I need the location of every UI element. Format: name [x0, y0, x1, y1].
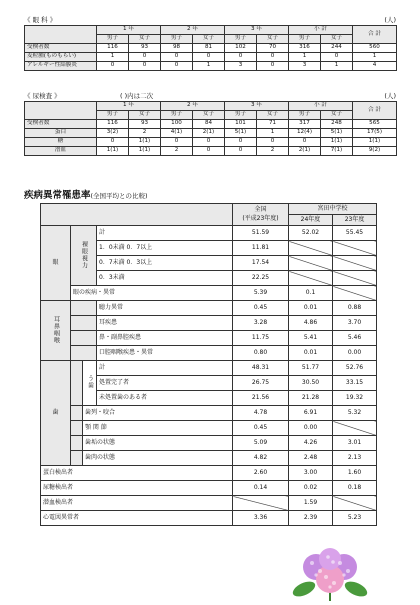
cell: 102: [225, 44, 257, 53]
cell: 2.13: [333, 451, 377, 466]
cell: 3.01: [333, 436, 377, 451]
urine-total-header: 合 計: [353, 102, 397, 120]
cell: 5.32: [333, 406, 377, 421]
cell: 17.54: [233, 256, 289, 271]
cell: 116: [97, 44, 129, 53]
cell: 51.59: [233, 226, 289, 241]
urine-section-unit: (人): [384, 92, 396, 100]
national-header-label: 全国: [254, 206, 267, 214]
cell: 1: [289, 53, 321, 62]
spacer-cell: [71, 436, 83, 451]
diagonal-cell: [333, 241, 377, 256]
urine-boy-header: 男子: [161, 111, 193, 120]
cell: 0: [321, 53, 353, 62]
row-label: 尿糖検出者: [41, 481, 233, 496]
cell: 4(1): [161, 129, 193, 138]
row-label: 計: [97, 361, 233, 376]
table-row: [41, 286, 377, 301]
eye-boy-header: 男子: [289, 35, 321, 44]
cell: 317: [289, 120, 321, 129]
urine-grade2-header: 2 年: [161, 102, 225, 111]
urine-girl-header: 女子: [129, 111, 161, 120]
table-row: [41, 301, 377, 316]
cell: 116: [97, 120, 129, 129]
cell: 244: [321, 44, 353, 53]
cell: 2: [161, 147, 193, 156]
table-row: [41, 406, 377, 421]
urine-section-heading: 《 尿検査 》: [24, 92, 61, 100]
table-row: [25, 120, 397, 129]
cell: 0: [257, 138, 289, 147]
eye-subtotal-header: 小 計: [289, 26, 353, 35]
diagonal-cell: [289, 271, 333, 286]
row-label: 処置完了者: [97, 376, 233, 391]
cell: 248: [321, 120, 353, 129]
cell: 1: [321, 62, 353, 71]
cell: 33.15: [333, 376, 377, 391]
cell: 2.48: [289, 451, 333, 466]
row-label: 顎 関 節: [83, 421, 233, 436]
table-row: [41, 361, 377, 376]
cell: 0: [161, 53, 193, 62]
cell: 3.28: [233, 316, 289, 331]
cell: 3.36: [233, 511, 289, 526]
urine-section-note: ( )内は二次: [120, 92, 154, 100]
cell: 9(2): [353, 147, 397, 156]
row-label: 潜血: [25, 147, 97, 156]
cell: 0.1: [289, 286, 333, 301]
cell: 4: [353, 62, 397, 71]
cell: 0: [161, 138, 193, 147]
cell: 0.01: [289, 346, 333, 361]
cell: 1(1): [321, 138, 353, 147]
cell: 84: [193, 120, 225, 129]
urine-section-header: [24, 90, 396, 101]
cell: 22.25: [233, 271, 289, 286]
cell: 0: [97, 62, 129, 71]
cell: 5.46: [333, 331, 377, 346]
year-2024-header: 24年度: [289, 215, 333, 226]
diagonal-cell: [289, 241, 333, 256]
school-header: 宮田中学校: [289, 204, 377, 215]
cell: 2: [257, 147, 289, 156]
cell: 5.23: [333, 511, 377, 526]
row-label: 未処置歯のある者: [97, 391, 233, 406]
cell: 1: [193, 62, 225, 71]
cell: 11.75: [233, 331, 289, 346]
cell: 5(1): [321, 129, 353, 138]
table-row: [41, 481, 377, 496]
cell: 0.00: [333, 346, 377, 361]
cell: 1(1): [97, 147, 129, 156]
disease-corner-cell: [41, 204, 233, 226]
cell: 0.18: [333, 481, 377, 496]
cell: 98: [161, 44, 193, 53]
cell: 0: [193, 147, 225, 156]
diagonal-cell: [333, 496, 377, 511]
eye-corner-cell: [25, 26, 97, 44]
eye-section-unit: (人): [384, 16, 396, 24]
eye-boy-header: 男子: [225, 35, 257, 44]
urine-girl-header: 女子: [193, 111, 225, 120]
cell: 0: [129, 53, 161, 62]
cell: 0.45: [233, 301, 289, 316]
table-row: [41, 436, 377, 451]
row-label: 0．3未満: [97, 271, 233, 286]
row-label: 糖: [25, 138, 97, 147]
cell: 5.41: [289, 331, 333, 346]
row-label: 受検者数: [25, 44, 97, 53]
eye-grade3-header: 3 年: [225, 26, 289, 35]
spacer-cell: [71, 406, 83, 421]
cell: 11.81: [233, 241, 289, 256]
category-eye: 眼: [41, 226, 71, 301]
national-header-year: (平成23年度): [242, 214, 279, 222]
cell: 0: [225, 138, 257, 147]
cell: 0: [129, 62, 161, 71]
cell: 48.31: [233, 361, 289, 376]
table-row: [41, 496, 377, 511]
cell: 316: [289, 44, 321, 53]
cell: 30.50: [289, 376, 333, 391]
category-vision: [71, 226, 97, 286]
urine-table: [24, 101, 397, 156]
urine-corner-cell: [25, 102, 97, 120]
cell: 17(5): [353, 129, 397, 138]
cell: 2.39: [289, 511, 333, 526]
table-row: [41, 421, 377, 436]
cell: 101: [225, 120, 257, 129]
urine-grade1-header: 1 年: [97, 102, 161, 111]
cell: 3.70: [333, 316, 377, 331]
row-label: 麦粒腫(ものもらい): [25, 53, 97, 62]
cell: 100: [161, 120, 193, 129]
hydrangea-illustration: [292, 545, 368, 601]
table-row: [41, 451, 377, 466]
urine-girl-header: 女子: [257, 111, 289, 120]
cell: 4.26: [289, 436, 333, 451]
urine-boy-header: 男子: [225, 111, 257, 120]
row-label: 鼻・副鼻腔疾患: [97, 331, 233, 346]
row-label: 1．0未満 0．7以上: [97, 241, 233, 256]
category-ent: [41, 301, 71, 361]
cell: 81: [193, 44, 225, 53]
eye-section-header: [24, 14, 396, 25]
row-label: 心電図異常者: [41, 511, 233, 526]
cell: 560: [353, 44, 397, 53]
row-label: 潜血検出者: [41, 496, 233, 511]
cell: 0.00: [289, 421, 333, 436]
year-2023-header: 23年度: [333, 215, 377, 226]
row-label: アレルギー性結膜炎: [25, 62, 97, 71]
row-label: 歯列・咬合: [83, 406, 233, 421]
spacer-cell: [71, 451, 83, 466]
cell: 1.59: [289, 496, 333, 511]
urine-subtotal-header: 小 計: [289, 102, 353, 111]
diagonal-cell: [333, 421, 377, 436]
cell: 3: [225, 62, 257, 71]
cell: 0.80: [233, 346, 289, 361]
cell: 0: [225, 147, 257, 156]
cell: 0: [193, 53, 225, 62]
category-caries: [83, 361, 97, 406]
cell: 5.39: [233, 286, 289, 301]
cell: 3(2): [97, 129, 129, 138]
urine-grade3-header: 3 年: [225, 102, 289, 111]
eye-table: [24, 25, 397, 71]
cell: 2(1): [193, 129, 225, 138]
spacer-cell: [71, 361, 83, 406]
row-label: 0．7未満 0．3以上: [97, 256, 233, 271]
row-label: 耳疾患: [97, 316, 233, 331]
cell: 0: [257, 62, 289, 71]
cell: 1: [257, 129, 289, 138]
cell: 21.56: [233, 391, 289, 406]
eye-section-heading: 《 眼 科 》: [24, 16, 57, 24]
cell: 6.91: [289, 406, 333, 421]
diagonal-cell: [333, 256, 377, 271]
cell: 1(1): [353, 138, 397, 147]
cell: 0: [193, 138, 225, 147]
row-label: 蛋白検出者: [41, 466, 233, 481]
cell: 1: [97, 53, 129, 62]
cell: 3.00: [289, 466, 333, 481]
cell: 0: [225, 53, 257, 62]
eye-boy-header: 男子: [97, 35, 129, 44]
cell: 0: [257, 53, 289, 62]
row-label: 眼の疾病・異常: [71, 286, 233, 301]
cell: 51.77: [289, 361, 333, 376]
row-label: 口腔咽喉疾患・異常: [97, 346, 233, 361]
diagonal-cell: [289, 256, 333, 271]
table-row: [25, 129, 397, 138]
table-row: [41, 511, 377, 526]
cell: 0: [161, 62, 193, 71]
eye-girl-header: 女子: [193, 35, 225, 44]
table-row: [41, 346, 377, 361]
cell: 5.09: [233, 436, 289, 451]
cell: 0.14: [233, 481, 289, 496]
cell: 93: [129, 120, 161, 129]
cell: 0.45: [233, 421, 289, 436]
cell: 26.75: [233, 376, 289, 391]
table-row: [25, 62, 397, 71]
disease-title-text: 疾病異常罹患率: [24, 190, 91, 201]
row-label: 聴力異常: [97, 301, 233, 316]
cell: 55.45: [333, 226, 377, 241]
disease-subtitle-text: (全国平均との比較): [90, 192, 148, 200]
diagonal-cell: [233, 496, 289, 511]
urine-girl-header: 女子: [321, 111, 353, 120]
diagonal-cell: [333, 286, 377, 301]
cell: 12(4): [289, 129, 321, 138]
table-row: [41, 331, 377, 346]
urine-boy-header: 男子: [289, 111, 321, 120]
spacer-cell: [71, 331, 97, 346]
category-vision-label: 裸眼視力: [80, 240, 88, 269]
cell: 93: [129, 44, 161, 53]
cell: 0.88: [333, 301, 377, 316]
table-row: [25, 53, 397, 62]
urine-boy-header: 男子: [97, 111, 129, 120]
cell: 1(1): [129, 138, 161, 147]
disease-table: [40, 203, 377, 526]
cell: 4.82: [233, 451, 289, 466]
row-label: 蛋白: [25, 129, 97, 138]
cell: 1.60: [333, 466, 377, 481]
cell: 19.32: [333, 391, 377, 406]
row-label: 計: [97, 226, 233, 241]
cell: 71: [257, 120, 289, 129]
category-caries-label: う歯: [86, 375, 94, 389]
spacer-cell: [71, 301, 97, 316]
cell: 0: [97, 138, 129, 147]
table-row: [41, 316, 377, 331]
cell: 0: [289, 138, 321, 147]
cell: 7(1): [321, 147, 353, 156]
spacer-cell: [71, 316, 97, 331]
eye-grade1-header: 1 年: [97, 26, 161, 35]
table-row: [25, 147, 397, 156]
cell: 3: [289, 62, 321, 71]
cell: 2: [129, 129, 161, 138]
cell: 0.01: [289, 301, 333, 316]
row-label: 歯垢の状態: [83, 436, 233, 451]
cell: 1(1): [129, 147, 161, 156]
cell: 5(1): [225, 129, 257, 138]
eye-girl-header: 女子: [129, 35, 161, 44]
eye-girl-header: 女子: [257, 35, 289, 44]
cell: 2(1): [289, 147, 321, 156]
national-header: [233, 204, 289, 226]
cell: 565: [353, 120, 397, 129]
eye-grade2-header: 2 年: [161, 26, 225, 35]
cell: 1: [353, 53, 397, 62]
spacer-cell: [71, 421, 83, 436]
cell: 4.78: [233, 406, 289, 421]
cell: 2.60: [233, 466, 289, 481]
table-row: [25, 138, 397, 147]
table-row: [41, 226, 377, 241]
spacer-cell: [71, 346, 97, 361]
eye-boy-header: 男子: [161, 35, 193, 44]
cell: 52.76: [333, 361, 377, 376]
table-row: [25, 44, 397, 53]
table-row: [41, 466, 377, 481]
cell: 21.28: [289, 391, 333, 406]
row-label: 受検者数: [25, 120, 97, 129]
eye-total-header: 合 計: [353, 26, 397, 44]
cell: 70: [257, 44, 289, 53]
cell: 0.02: [289, 481, 333, 496]
diagonal-cell: [333, 271, 377, 286]
eye-girl-header: 女子: [321, 35, 353, 44]
row-label: 歯肉の状態: [83, 451, 233, 466]
cell: 52.02: [289, 226, 333, 241]
category-teeth: 歯: [41, 361, 71, 466]
category-ent-label: 耳鼻咽喉: [52, 315, 60, 344]
cell: 4.86: [289, 316, 333, 331]
disease-section-title: [24, 187, 148, 201]
